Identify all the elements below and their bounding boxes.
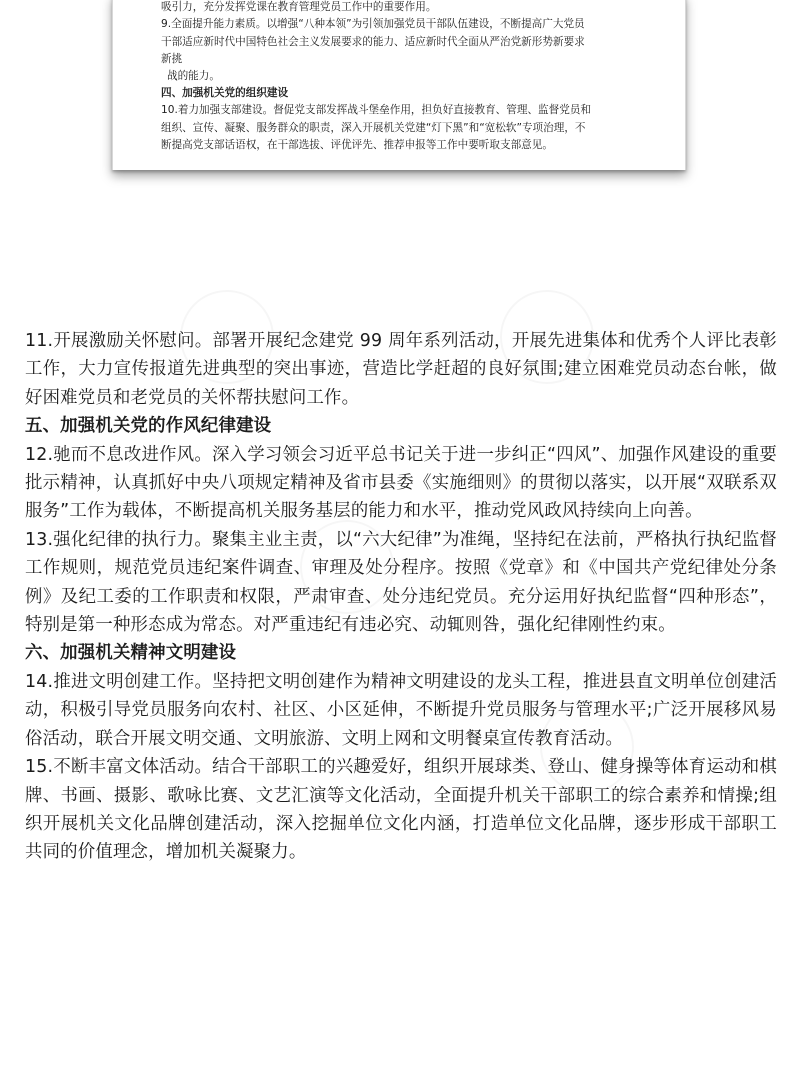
document-preview-area — [0, 0, 800, 300]
preview-heading-4: 四、加强机关党的组织建设 — [161, 87, 289, 100]
preview-line: 断提高党支部话语权，在干部选拔、评优评先、推荐申报等工作中要听取支部意见。 — [161, 138, 553, 151]
paragraph-item-15: 15.不断丰富文体活动。结合干部职工的兴趣爱好，组织开展球类、登山、健身操等体育运动和棋牌、书画、摄影、歌咏比赛、文艺汇演等文化活动，全面提升机关干部职工的综合素养和情操;组织开展机关文化品牌创建活动，深入挖掘单位文化内涵，打造单位文化品牌，逐步形成干部职工共同的价值理念，增加机关凝聚力。 — [25, 757, 777, 863]
document-preview-card — [112, 0, 686, 170]
preview-line: 吸引力，充分发挥党课在教育管理党员工作中的重要作用。 — [161, 1, 437, 14]
paragraph-item-13: 13.强化纪律的执行力。聚集主业主责，以“六大纪律”为准绳，坚持纪在法前，严格执行执纪监督工作规则，规范党员违纪案件调查、审理及处分程序。按照《党章》和《中国共产党纪律处分条例》及纪工委的工作职责和权限，严肃审查、处分违纪党员。充分运用好执纪监督“四种形态”，特别是第一种形态成为常态。对严重违纪有违必究、动辄则咎，强化纪律刚性约束。 — [25, 529, 777, 636]
paragraph-item-14: 14.推进文明创建工作。坚持把文明创建作为精神文明建设的龙头工程，推进县直文明单位创建活动，积极引导党员服务向农村、社区、小区延伸，不断提升党员服务与管理水平;广泛开展移风易俗活动，联合开展文明交通、文明旅游、文明上网和文明餐桌宣传教育活动。 — [25, 671, 777, 749]
preview-text — [161, 0, 655, 154]
paragraph-item-12: 12.驰而不息改进作风。深入学习领会习近平总书记关于进一步纠正“四风”、加强作风建设的重要批示精神，认真抓好中央八项规定精神及省市县委《实施细则》的贯彻以落实，以开展“双联系双服务”工作为载体，不断提高机关服务基层的能力和水平，推动党风政风持续向上向善。 — [25, 444, 777, 522]
section-heading-5: 五、加强机关党的作风纪律建设 — [25, 416, 272, 437]
section-heading-6: 六、加强机关精神文明建设 — [25, 643, 237, 664]
preview-line: 组织、宣传、凝聚、服务群众的职责，深入开展机关党建“灯下黑”和“宽松软”专项治理，不 — [161, 121, 586, 134]
paragraph-item-11: 11.开展激励关怀慰问。部署开展纪念建党 99 周年系列活动，开展先进集体和优秀个人评比表彰工作，大力宣传报道先进典型的突出事迹，营造比学赶超的良好氛围;建立困难党员动态台帐，做好困难党员和老党员的关怀帮扶慰问工作。 — [25, 331, 777, 408]
preview-line: 9.全面提升能力素质。以增强“八种本领”为引领加强党员干部队伍建设，不断提高广大党员 — [161, 18, 585, 31]
preview-line: 10.着力加强支部建设。督促党支部发挥战斗堡垒作用，担负好直接教育、管理、监督党员和 — [161, 104, 592, 117]
preview-line: 战的能力。 — [167, 70, 220, 83]
preview-line: 新挑 — [161, 52, 183, 65]
preview-line: 干部适应新时代中国特色社会主义发展要求的能力、适应新时代全面从严治党新形势新要求 — [161, 35, 585, 48]
document-body — [25, 327, 777, 867]
